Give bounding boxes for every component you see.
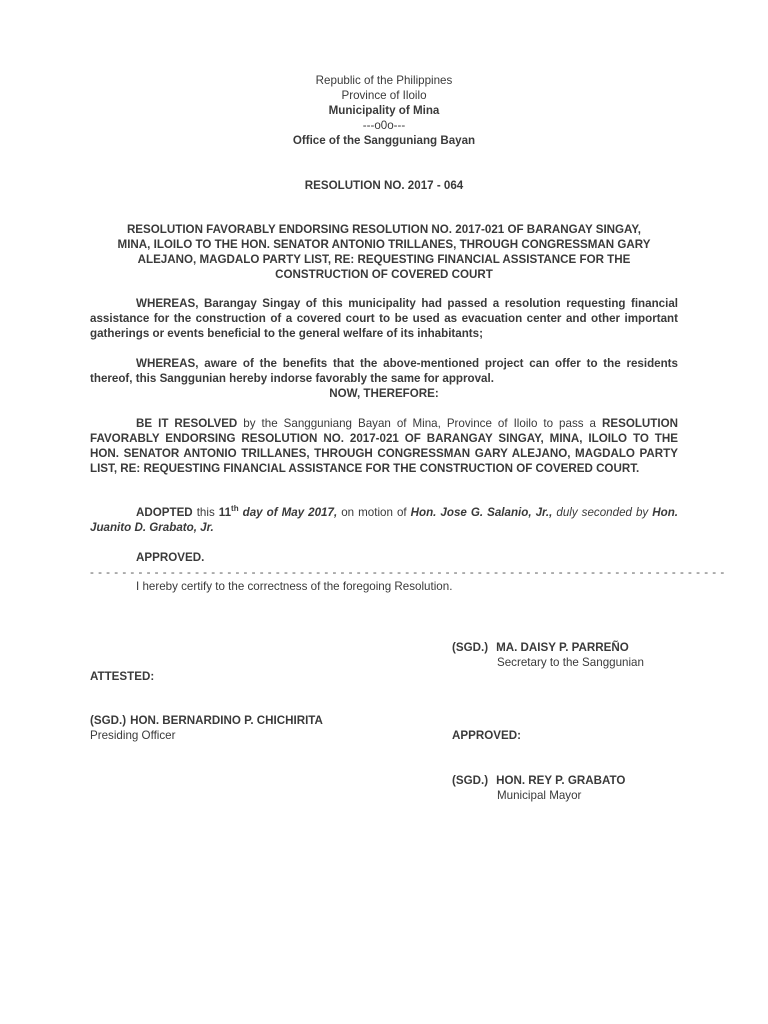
secretary-sgd: (SGD.) — [452, 641, 489, 654]
mayor-signature — [452, 773, 752, 803]
header-republic: Republic of the Philippines — [315, 74, 453, 87]
resolved-clause — [90, 416, 678, 476]
adopted-clause — [90, 505, 678, 535]
whereas-clause-1: WHEREAS, Barangay Singay of this municipality had passed a resolution requesting financial assistance for the construction of a covered court to be used as evacuation center and other important gatherings or events beneficial to the general welfare of its inhabitants; — [90, 297, 678, 340]
resolved-bold-text: RESOLUTION FAVORABLY ENDORSING RESOLUTION NO. 2017-021 OF BARANGAY SINGAY, MINA, ILOILO TO THE HON. SENATOR ANTONIO TRILLANES, THROUGH CONGRESSMAN GARY ALEJANO, MAGDALO PARTY LIST, RE: REQUESTING FINANCIAL ASSISTANCE FOR THE CONSTRUCTION OF COVERED COURT. — [90, 417, 678, 475]
presiding-title: Presiding Officer — [90, 729, 176, 742]
resolved-text: by the Sangguniang Bayan of Mina, Province of Iloilo to pass a — [237, 417, 602, 430]
header-separator: ---o0o--- — [362, 119, 406, 132]
secretary-signature — [452, 640, 752, 670]
dashed-divider: - - - - - - - - - - - - - - - - - - - - - - - - - - - - - - - - - - - - - - - - - - - - - - - - - - - - - - - - - - - - - - - - - - - - - - - - - - - - - - - — [90, 566, 725, 579]
certification-text: I hereby certify to the correctness of the foregoing Resolution. — [136, 580, 453, 593]
whereas-clause-2: WHEREAS, aware of the benefits that the above-mentioned project can offer to the residents thereof, this Sanggunian hereby indorse favorably the same for approval. — [90, 357, 678, 385]
header-office: Office of the Sangguniang Bayan — [292, 134, 476, 147]
adopted-motion-text: on motion of — [337, 506, 411, 519]
letterhead — [90, 73, 678, 148]
presiding-signature — [90, 713, 410, 743]
title-line-3: ALEJANO, MAGDALO PARTY LIST, RE: REQUESTING FINANCIAL ASSISTANCE FOR THE — [137, 253, 631, 266]
title-line-2: MINA, ILOILO TO THE HON. SENATOR ANTONIO TRILLANES, THROUGH CONGRESSMAN GARY — [117, 238, 651, 251]
secretary-title: Secretary to the Sanggunian — [497, 656, 644, 669]
presiding-name: HON. BERNARDINO P. CHICHIRITA — [130, 714, 323, 727]
resolution-number: RESOLUTION NO. 2017 - 064 — [304, 179, 464, 192]
approved-label-2: APPROVED: — [452, 729, 521, 742]
adopted-day-suffix: th — [231, 504, 239, 514]
now-therefore: NOW, THEREFORE: — [329, 387, 439, 400]
adopted-day-number: 11 — [218, 506, 232, 519]
adopted-seconder: Hon. Juanito D. Grabato, Jr. — [90, 506, 679, 534]
adopted-mover: Hon. Jose G. Salanio, Jr., — [410, 506, 553, 519]
adopted-this: this — [192, 506, 219, 519]
approved-label: APPROVED. — [136, 551, 205, 564]
title-line-4: CONSTRUCTION OF COVERED COURT — [275, 268, 493, 281]
title-line-1: RESOLUTION FAVORABLY ENDORSING RESOLUTION NO. 2017-021 OF BARANGAY SINGAY, — [126, 223, 642, 236]
secretary-name: MA. DAISY P. PARREÑO — [496, 641, 629, 654]
mayor-title: Municipal Mayor — [497, 789, 582, 802]
header-municipality: Municipality of Mina — [328, 104, 440, 117]
adopted-seconded-text: duly seconded by — [552, 506, 653, 519]
adopted-date: day of May 2017, — [238, 506, 338, 519]
mayor-name: HON. REY P. GRABATO — [496, 774, 626, 787]
presiding-sgd: (SGD.) — [90, 714, 127, 727]
header-province: Province of Iloilo — [341, 89, 427, 102]
resolution-title — [90, 222, 678, 282]
mayor-sgd: (SGD.) — [452, 774, 489, 787]
attested-label: ATTESTED: — [90, 670, 155, 683]
adopted-lead: ADOPTED — [136, 506, 193, 519]
resolved-lead: BE IT RESOLVED — [136, 417, 238, 430]
